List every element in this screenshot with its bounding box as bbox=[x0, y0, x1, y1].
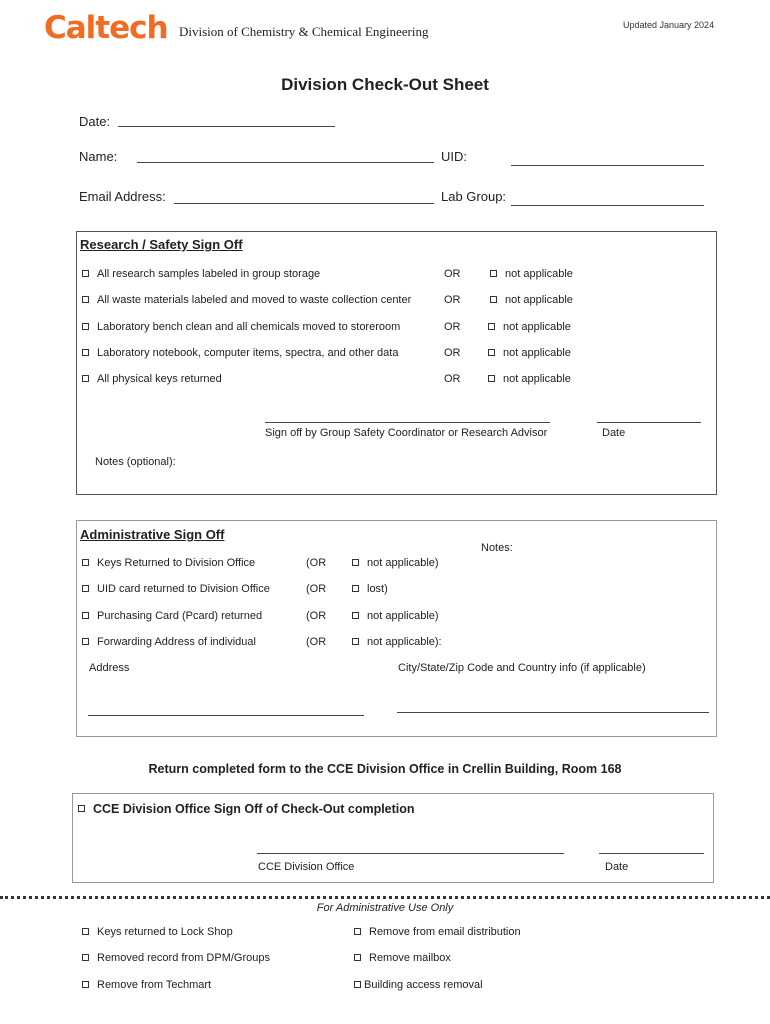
research-item-4-na[interactable]: not applicable bbox=[488, 347, 571, 359]
checkbox-icon[interactable] bbox=[82, 638, 89, 645]
admin-item-2[interactable]: UID card returned to Division Office bbox=[82, 583, 270, 595]
date-label: Date: bbox=[79, 114, 111, 129]
admin-heading: Administrative Sign Off bbox=[80, 527, 225, 542]
checkbox-icon[interactable] bbox=[78, 805, 85, 812]
admin-item-4-alt[interactable]: not applicable): bbox=[352, 636, 442, 648]
checkbox-icon[interactable] bbox=[82, 585, 89, 592]
division-name: Division of Chemistry & Chemical Engineering bbox=[179, 24, 429, 39]
checkbox-icon[interactable] bbox=[488, 323, 495, 330]
uid-label: UID: bbox=[441, 149, 467, 164]
signoff-date-line[interactable] bbox=[597, 422, 701, 423]
research-item-1[interactable]: All research samples labeled in group storage bbox=[82, 268, 320, 280]
cce-signoff-line[interactable] bbox=[257, 853, 564, 854]
checkbox-icon[interactable] bbox=[352, 612, 359, 619]
checkbox-icon[interactable] bbox=[352, 559, 359, 566]
admin-only-item-5[interactable]: Remove from Techmart bbox=[82, 979, 211, 991]
checkbox-icon[interactable] bbox=[82, 296, 89, 303]
admin-item-3[interactable]: Purchasing Card (Pcard) returned bbox=[82, 610, 262, 622]
research-heading: Research / Safety Sign Off bbox=[80, 237, 243, 252]
research-notes-label: Notes (optional): bbox=[95, 456, 176, 468]
city-field[interactable] bbox=[397, 712, 709, 713]
address-label: Address bbox=[89, 662, 130, 674]
signoff-line[interactable] bbox=[265, 422, 550, 423]
checkbox-icon[interactable] bbox=[82, 323, 89, 330]
name-field[interactable] bbox=[137, 162, 434, 163]
research-item-3[interactable]: Laboratory bench clean and all chemicals moved to storeroom bbox=[82, 321, 400, 333]
research-item-5[interactable]: All physical keys returned bbox=[82, 373, 222, 385]
signoff-date-label: Date bbox=[602, 427, 626, 439]
checkbox-icon[interactable] bbox=[490, 296, 497, 303]
admin-item-1[interactable]: Keys Returned to Division Office bbox=[82, 557, 255, 569]
address-field[interactable] bbox=[88, 715, 364, 716]
or-label: OR bbox=[444, 294, 461, 306]
research-item-1-na[interactable]: not applicable bbox=[490, 268, 573, 280]
checkbox-icon[interactable] bbox=[354, 928, 361, 935]
or-label: OR bbox=[444, 268, 461, 280]
admin-notes-label: Notes: bbox=[481, 542, 513, 554]
admin-only-item-6[interactable]: Building access removal bbox=[354, 979, 483, 991]
admin-only-item-1[interactable]: Keys returned to Lock Shop bbox=[82, 926, 233, 938]
checkbox-icon[interactable] bbox=[82, 559, 89, 566]
administrative-section bbox=[76, 520, 717, 737]
checkbox-icon[interactable] bbox=[352, 638, 359, 645]
checkbox-icon[interactable] bbox=[354, 954, 361, 961]
admin-or-label: (OR bbox=[306, 583, 327, 595]
admin-or-label: (OR bbox=[306, 610, 327, 622]
or-label: OR bbox=[444, 347, 461, 359]
checkbox-icon[interactable] bbox=[352, 585, 359, 592]
return-note: Return completed form to the CCE Division Office in Crellin Building, Room 168 bbox=[148, 762, 622, 776]
updated-date: Updated January 2024 bbox=[623, 20, 715, 30]
checkbox-icon[interactable] bbox=[354, 981, 361, 988]
cce-date-line[interactable] bbox=[599, 853, 704, 854]
checkbox-icon[interactable] bbox=[82, 612, 89, 619]
research-item-2-na[interactable]: not applicable bbox=[490, 294, 573, 306]
checkbox-icon[interactable] bbox=[490, 270, 497, 277]
admin-item-3-alt[interactable]: not applicable) bbox=[352, 610, 439, 622]
admin-item-4[interactable]: Forwarding Address of individual bbox=[82, 636, 256, 648]
date-field[interactable] bbox=[118, 126, 335, 127]
checkbox-icon[interactable] bbox=[82, 375, 89, 382]
name-label: Name: bbox=[79, 149, 118, 164]
admin-only-item-2[interactable]: Remove from email distribution bbox=[354, 926, 521, 938]
email-label: Email Address: bbox=[79, 189, 166, 204]
admin-item-1-alt[interactable]: not applicable) bbox=[352, 557, 439, 569]
caltech-logo: Caltech bbox=[44, 10, 168, 46]
admin-only-item-3[interactable]: Removed record from DPM/Groups bbox=[82, 952, 270, 964]
cce-heading[interactable]: CCE Division Office Sign Off of Check-Out completion bbox=[78, 802, 415, 816]
research-item-2[interactable]: All waste materials labeled and moved to waste collection center bbox=[82, 294, 411, 306]
admin-or-label: (OR bbox=[306, 636, 327, 648]
checkbox-icon[interactable] bbox=[82, 270, 89, 277]
lab-group-field[interactable] bbox=[511, 205, 704, 206]
page-title: Division Check-Out Sheet bbox=[281, 75, 489, 94]
admin-only-item-4[interactable]: Remove mailbox bbox=[354, 952, 451, 964]
lab-group-label: Lab Group: bbox=[441, 189, 507, 204]
cce-office-label: CCE Division Office bbox=[258, 861, 355, 873]
checkbox-icon[interactable] bbox=[488, 375, 495, 382]
or-label: OR bbox=[444, 321, 461, 333]
checkbox-icon[interactable] bbox=[488, 349, 495, 356]
city-label: City/State/Zip Code and Country info (if applicable) bbox=[398, 662, 646, 674]
cut-line bbox=[0, 896, 770, 899]
research-item-4[interactable]: Laboratory notebook, computer items, spectra, and other data bbox=[82, 347, 398, 359]
cce-date-label: Date bbox=[605, 861, 629, 873]
checkbox-icon[interactable] bbox=[82, 928, 89, 935]
or-label: OR bbox=[444, 373, 461, 385]
checkbox-icon[interactable] bbox=[82, 349, 89, 356]
admin-or-label: (OR bbox=[306, 557, 327, 569]
signoff-label: Sign off by Group Safety Coordinator or Research Advisor bbox=[265, 427, 548, 439]
admin-only-heading: For Administrative Use Only bbox=[316, 902, 454, 914]
uid-field[interactable] bbox=[511, 165, 704, 166]
email-field[interactable] bbox=[174, 203, 434, 204]
checkbox-icon[interactable] bbox=[82, 954, 89, 961]
research-item-5-na[interactable]: not applicable bbox=[488, 373, 571, 385]
admin-item-2-alt[interactable]: lost) bbox=[352, 583, 388, 595]
research-item-3-na[interactable]: not applicable bbox=[488, 321, 571, 333]
checkbox-icon[interactable] bbox=[82, 981, 89, 988]
